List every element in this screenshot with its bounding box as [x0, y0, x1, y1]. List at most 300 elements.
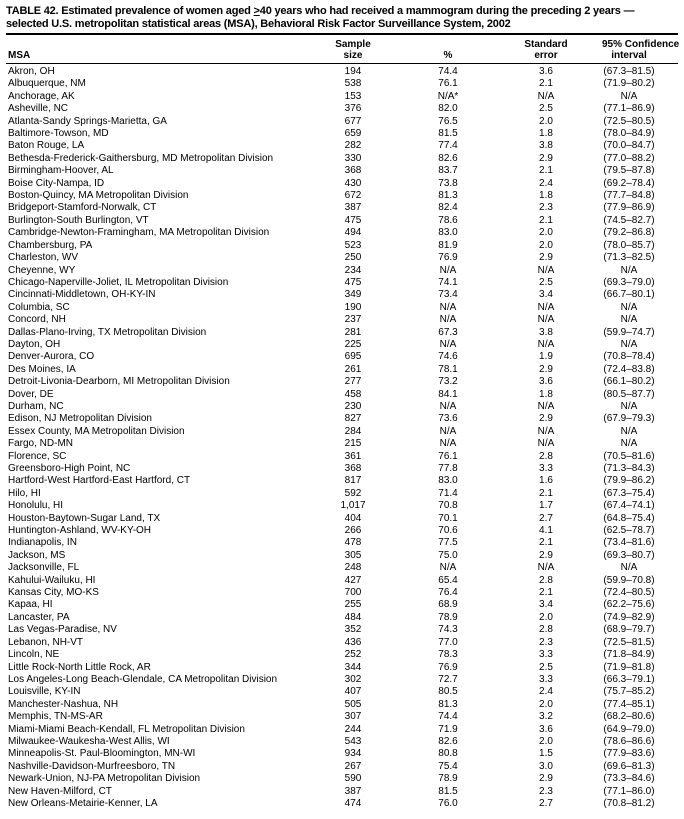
confidence-interval-cell: (67.4–74.1) [603, 500, 655, 512]
confidence-interval-cell: (70.5–81.6) [603, 450, 655, 462]
msa-cell: Dayton, OH [8, 338, 61, 350]
standard-error-cell: 2.0 [539, 611, 553, 623]
confidence-interval-cell: (67.3–75.4) [603, 487, 655, 499]
standard-error-cell: 2.0 [539, 735, 553, 747]
percent-cell: 72.7 [438, 673, 458, 685]
table-row [6, 637, 678, 649]
msa-cell: Lincoln, NE [8, 649, 60, 661]
sample-size-cell: 543 [344, 735, 362, 747]
msa-cell: Kansas City, MO-KS [8, 587, 99, 599]
sample-size-cell: 695 [344, 351, 362, 363]
standard-error-cell: 3.4 [539, 289, 553, 301]
table-row [6, 289, 678, 301]
sample-size-cell: 281 [344, 326, 362, 338]
table-row [6, 686, 678, 698]
percent-cell: 81.3 [438, 190, 458, 202]
table-row [6, 500, 678, 512]
standard-error-cell: 2.0 [539, 115, 553, 127]
confidence-interval-cell: (72.4–83.8) [603, 363, 655, 375]
confidence-interval-cell: (79.2–86.8) [603, 227, 655, 239]
sample-size-cell: 523 [344, 239, 362, 251]
sample-size-cell: 352 [344, 624, 362, 636]
msa-cell: Baton Rouge, LA [8, 140, 85, 152]
percent-cell: 77.0 [438, 636, 458, 648]
confidence-interval-cell: (75.7–85.2) [603, 686, 655, 698]
msa-cell: Minneapolis-St. Paul-Bloomington, MN-WI [8, 748, 196, 760]
standard-error-cell: 2.5 [539, 276, 553, 288]
sample-size-cell: 458 [344, 388, 362, 400]
table-row [6, 475, 678, 487]
sample-size-cell: 538 [344, 78, 362, 90]
standard-error-cell: 1.9 [539, 351, 553, 363]
msa-cell: Charleston, WV [8, 252, 79, 264]
table-row [6, 587, 678, 599]
table-row [6, 649, 678, 661]
table-row [6, 364, 678, 376]
table-row [6, 91, 678, 103]
sample-size-cell: 307 [344, 711, 362, 723]
msa-cell: Memphis, TN-MS-AR [8, 711, 103, 723]
table-row [6, 748, 678, 760]
percent-cell: 83.0 [438, 227, 458, 239]
table-row [6, 140, 678, 152]
msa-cell: Asheville, NC [8, 103, 69, 115]
sample-size-cell: 266 [344, 525, 362, 537]
msa-cell: Essex County, MA Metropolitan Division [8, 425, 185, 437]
msa-cell: Chambersburg, PA [8, 239, 93, 251]
table-row [6, 252, 678, 264]
standard-error-cell: N/A [537, 338, 555, 350]
sample-size-cell: 475 [344, 276, 362, 288]
standard-error-cell: 2.5 [539, 661, 553, 673]
sample-size-cell: 267 [344, 760, 362, 772]
sample-size-cell: 505 [344, 698, 362, 710]
table-row [6, 537, 678, 549]
table-row [6, 128, 678, 140]
standard-error-cell: N/A [537, 425, 555, 437]
table-row [6, 265, 678, 277]
percent-cell: 83.0 [438, 475, 458, 487]
table-row [6, 662, 678, 674]
standard-error-cell: 2.3 [539, 785, 553, 797]
confidence-interval-cell: (67.9–79.3) [603, 413, 655, 425]
standard-error-cell: 2.1 [539, 487, 553, 499]
percent-cell: 77.5 [438, 537, 458, 549]
msa-cell: Bridgeport-Stamford-Norwalk, CT [8, 202, 157, 214]
confidence-interval-cell: (64.9–79.0) [603, 723, 655, 735]
confidence-interval-cell: (64.8–75.4) [603, 512, 655, 524]
msa-cell: Huntington-Ashland, WV-KY-OH [8, 525, 152, 537]
percent-cell: 73.6 [438, 413, 458, 425]
msa-cell: Kahului-Wailuku, HI [8, 574, 96, 586]
sample-size-cell: 305 [344, 549, 362, 561]
header-row [6, 35, 678, 64]
standard-error-cell: 2.1 [539, 537, 553, 549]
msa-cell: Baltimore-Towson, MD [8, 128, 109, 140]
confidence-interval-cell: (73.4–81.6) [603, 537, 655, 549]
sample-size-cell: 592 [344, 487, 362, 499]
standard-error-cell: 3.0 [539, 760, 553, 772]
msa-cell: Albuquerque, NM [8, 78, 86, 90]
table-row [6, 165, 678, 177]
sample-size-cell: 277 [344, 376, 362, 388]
percent-cell: 81.9 [438, 239, 458, 251]
confidence-interval-cell: (66.3–79.1) [603, 673, 655, 685]
standard-error-cell: 3.3 [539, 673, 553, 685]
table-row [6, 550, 678, 562]
confidence-interval-cell: (77.9–83.6) [603, 748, 655, 760]
column-header-standard-error [490, 35, 602, 64]
confidence-interval-cell: N/A [620, 264, 638, 276]
confidence-interval-cell: N/A [620, 301, 638, 313]
sample-size-cell: 225 [344, 338, 362, 350]
sample-size-cell: 404 [344, 512, 362, 524]
sample-size-cell: 282 [344, 140, 362, 152]
table-row [6, 513, 678, 525]
column-header-msa: MSA [6, 35, 300, 64]
msa-cell: Des Moines, IA [8, 363, 76, 375]
standard-error-cell: 3.3 [539, 463, 553, 474]
table-row [6, 798, 678, 810]
percent-cell: 81.5 [438, 785, 458, 797]
sample-size-cell: 494 [344, 227, 362, 239]
msa-cell: Newark-Union, NJ-PA Metropolitan Division [8, 773, 201, 785]
column-header-ci-line1: 95% Confidence [602, 39, 680, 50]
sample-size-cell: 230 [344, 400, 362, 412]
confidence-interval-cell: (66.1–80.2) [603, 376, 655, 388]
percent-cell: 70.6 [438, 525, 458, 537]
msa-cell: Indianapolis, IN [8, 537, 77, 549]
msa-cell: Boston-Quincy, MA Metropolitan Division [8, 190, 189, 202]
percent-cell: N/A [439, 400, 457, 412]
table-body [6, 64, 678, 811]
msa-cell: Cincinnati-Middletown, OH-KY-IN [8, 289, 156, 301]
standard-error-cell: 2.9 [539, 152, 553, 164]
confidence-interval-cell: (71.8–84.9) [603, 649, 655, 661]
confidence-interval-cell: (69.6–81.3) [603, 760, 655, 772]
table-title [6, 5, 678, 35]
table-row [6, 711, 678, 723]
table-row [6, 525, 678, 537]
msa-cell: Chicago-Naperville-Joliet, IL Metropolitan Division [8, 276, 229, 288]
sample-size-cell: 436 [344, 636, 362, 648]
msa-cell: Manchester-Nashua, NH [8, 698, 119, 710]
sample-size-cell: 153 [344, 90, 362, 102]
standard-error-cell: 1.6 [539, 475, 553, 487]
standard-error-cell: 2.0 [539, 227, 553, 239]
standard-error-cell: 1.8 [539, 190, 553, 202]
confidence-interval-cell: N/A [620, 425, 638, 437]
msa-cell: Fargo, ND-MN [8, 438, 74, 450]
msa-cell: Concord, NH [8, 314, 66, 326]
percent-cell: 81.5 [438, 128, 458, 140]
confidence-interval-cell: (78.0–84.9) [603, 128, 655, 140]
confidence-interval-cell: N/A [620, 438, 638, 450]
column-header-se-line2: error [534, 50, 558, 61]
sample-size-cell: 250 [344, 252, 362, 264]
table-row [6, 786, 678, 798]
confidence-interval-cell: (72.4–80.5) [603, 587, 655, 599]
percent-cell: 78.1 [438, 363, 458, 375]
column-header-percent: % [406, 35, 490, 64]
confidence-interval-cell: (69.3–80.7) [603, 549, 655, 561]
percent-cell: 74.3 [438, 624, 458, 636]
table-row [6, 699, 678, 711]
table-row [6, 773, 678, 785]
table-row [6, 64, 678, 79]
msa-cell: Anchorage, AK [8, 90, 75, 102]
confidence-interval-cell: (77.4–85.1) [603, 698, 655, 710]
percent-cell: 76.9 [438, 252, 458, 264]
confidence-interval-cell: (68.2–80.6) [603, 711, 655, 723]
msa-cell: Hartford-West Hartford-East Hartford, CT [8, 475, 191, 487]
sample-size-cell: 387 [344, 202, 362, 214]
percent-cell: 76.9 [438, 661, 458, 673]
standard-error-cell: 2.3 [539, 636, 553, 648]
standard-error-cell: 2.8 [539, 574, 553, 586]
sample-size-cell: 475 [344, 214, 362, 226]
standard-error-cell: 1.7 [539, 500, 553, 512]
msa-cell: Florence, SC [8, 450, 67, 462]
table-row [6, 401, 678, 413]
confidence-interval-cell: (59.9–74.7) [603, 326, 655, 338]
standard-error-cell: 2.7 [539, 512, 553, 524]
msa-cell: Nashville-Davidson-Murfreesboro, TN [8, 760, 176, 772]
msa-cell: Edison, NJ Metropolitan Division [8, 413, 152, 425]
msa-cell: Kapaa, HI [8, 599, 53, 611]
percent-cell: 82.6 [438, 152, 458, 164]
msa-cell: Houston-Baytown-Sugar Land, TX [8, 512, 161, 524]
msa-cell: Durham, NC [8, 400, 64, 412]
table-header [6, 35, 678, 64]
percent-cell: 67.3 [438, 326, 458, 338]
column-header-se-line1: Standard [524, 39, 568, 50]
confidence-interval-cell: (70.0–84.7) [603, 140, 655, 152]
confidence-interval-cell: (62.2–75.6) [603, 599, 655, 611]
standard-error-cell: 2.8 [539, 450, 553, 462]
percent-cell: 82.4 [438, 202, 458, 214]
table-row [6, 599, 678, 611]
msa-cell: Jackson, MS [8, 549, 66, 561]
confidence-interval-cell: (79.9–86.2) [603, 475, 655, 487]
percent-cell: 78.6 [438, 214, 458, 226]
standard-error-cell: 2.0 [539, 239, 553, 251]
percent-cell: N/A [439, 338, 457, 350]
table-row [6, 78, 678, 90]
confidence-interval-cell: N/A [620, 400, 638, 412]
standard-error-cell: 2.9 [539, 363, 553, 375]
confidence-interval-cell: (71.3–84.3) [603, 463, 655, 474]
sample-size-cell: 244 [344, 723, 362, 735]
prevalence-table [6, 35, 678, 810]
percent-cell: 78.9 [438, 773, 458, 785]
sample-size-cell: 255 [344, 599, 362, 611]
msa-cell: Boise City-Nampa, ID [8, 177, 105, 189]
percent-cell: 76.5 [438, 115, 458, 127]
confidence-interval-cell: (70.8–81.2) [603, 797, 655, 809]
column-header-sample-line1: Sample [335, 39, 371, 50]
confidence-interval-cell: (78.6–86.6) [603, 735, 655, 747]
sample-size-cell: 376 [344, 103, 362, 115]
table-row [6, 463, 678, 475]
percent-cell: 75.4 [438, 760, 458, 772]
msa-cell: Burlington-South Burlington, VT [8, 214, 149, 226]
confidence-interval-cell: (74.9–82.9) [603, 611, 655, 623]
sample-size-cell: 284 [344, 425, 362, 437]
sample-size-cell: 474 [344, 797, 362, 809]
standard-error-cell: 2.1 [539, 165, 553, 177]
confidence-interval-cell: (62.5–78.7) [603, 525, 655, 537]
msa-cell: Cheyenne, WY [8, 264, 76, 276]
standard-error-cell: 3.4 [539, 599, 553, 611]
msa-cell: Dallas-Plano-Irving, TX Metropolitan Division [8, 326, 207, 338]
standard-error-cell: 1.8 [539, 128, 553, 140]
greater-equal-symbol: > [253, 5, 260, 17]
confidence-interval-cell: (77.0–88.2) [603, 152, 655, 164]
table-row [6, 351, 678, 363]
confidence-interval-cell: (68.9–79.7) [603, 624, 655, 636]
standard-error-cell: 4.1 [539, 525, 553, 537]
standard-error-cell: 2.7 [539, 797, 553, 809]
table-row [6, 488, 678, 500]
confidence-interval-cell: N/A [620, 90, 638, 102]
table-row [6, 612, 678, 624]
table-row [6, 761, 678, 773]
table-row [6, 438, 678, 450]
msa-cell: Bethesda-Frederick-Gaithersburg, MD Metropolitan Division [8, 152, 274, 164]
confidence-interval-cell: (66.7–80.1) [603, 289, 655, 301]
sample-size-cell: 215 [344, 438, 362, 450]
msa-cell: Detroit-Livonia-Dearborn, MI Metropolitan Division [8, 376, 230, 388]
percent-cell: 68.9 [438, 599, 458, 611]
msa-cell: Dover, DE [8, 388, 54, 400]
percent-cell: 76.1 [438, 450, 458, 462]
confidence-interval-cell: (71.3–82.5) [603, 252, 655, 264]
table-row [6, 314, 678, 326]
table-row [6, 736, 678, 748]
sample-size-cell: 248 [344, 562, 362, 574]
msa-cell: Little Rock-North Little Rock, AR [8, 661, 151, 673]
standard-error-cell: N/A [537, 301, 555, 313]
percent-cell: N/A [439, 562, 457, 574]
msa-cell: Cambridge-Newton-Framingham, MA Metropolitan Division [8, 227, 270, 239]
msa-cell: Jacksonville, FL [8, 562, 80, 574]
percent-cell: 73.4 [438, 289, 458, 301]
confidence-interval-cell: (72.5–81.5) [603, 636, 655, 648]
confidence-interval-cell: (69.2–78.4) [603, 177, 655, 189]
msa-cell: Denver-Aurora, CO [8, 351, 95, 363]
table-row [6, 389, 678, 401]
confidence-interval-cell: (80.5–87.7) [603, 388, 655, 400]
confidence-interval-cell: (72.5–80.5) [603, 115, 655, 127]
sample-size-cell: 659 [344, 128, 362, 140]
table-row [6, 674, 678, 686]
confidence-interval-cell: (79.5–87.8) [603, 165, 655, 177]
standard-error-cell: 2.5 [539, 103, 553, 115]
table-row [6, 413, 678, 425]
sample-size-cell: 700 [344, 587, 362, 599]
sample-size-cell: 407 [344, 686, 362, 698]
sample-size-cell: 1,017 [340, 500, 366, 512]
column-header-sample-line2: size [343, 50, 363, 61]
sample-size-cell: 672 [344, 190, 362, 202]
standard-error-cell: 2.4 [539, 177, 553, 189]
confidence-interval-cell: (71.9–80.2) [603, 78, 655, 90]
column-header-sample-size [300, 35, 406, 64]
table-row [6, 240, 678, 252]
sample-size-cell: 194 [344, 66, 362, 77]
msa-cell: Louisville, KY-IN [8, 686, 81, 698]
msa-cell: Greensboro-High Point, NC [8, 463, 131, 474]
sample-size-cell: 349 [344, 289, 362, 301]
table-row [6, 339, 678, 351]
sample-size-cell: 817 [344, 475, 362, 487]
table-row [6, 302, 678, 314]
table-title-line1 [6, 5, 678, 18]
standard-error-cell: 2.9 [539, 549, 553, 561]
sample-size-cell: 387 [344, 785, 362, 797]
standard-error-cell: 2.8 [539, 624, 553, 636]
sample-size-cell: 302 [344, 673, 362, 685]
percent-cell: 65.4 [438, 574, 458, 586]
standard-error-cell: 2.1 [539, 587, 553, 599]
sample-size-cell: 361 [344, 450, 362, 462]
msa-cell: Lancaster, PA [8, 611, 70, 623]
sample-size-cell: 590 [344, 773, 362, 785]
standard-error-cell: 3.8 [539, 326, 553, 338]
table-row [6, 277, 678, 289]
title-text-prefix: TABLE 42. Estimated prevalence of women aged [6, 5, 254, 17]
percent-cell: 78.9 [438, 611, 458, 623]
sample-size-cell: 368 [344, 165, 362, 177]
table-row [6, 624, 678, 636]
msa-cell: Honolulu, HI [8, 500, 64, 512]
table-title-line2: selected U.S. metropolitan statistical areas (MSA), Behavioral Risk Factor Surveillance System, 2002 [6, 18, 511, 30]
confidence-interval-cell: (77.1–86.0) [603, 785, 655, 797]
msa-cell: New Haven-Milford, CT [8, 785, 112, 797]
percent-cell: N/A [439, 438, 457, 450]
sample-size-cell: 427 [344, 574, 362, 586]
sample-size-cell: 478 [344, 537, 362, 549]
confidence-interval-cell: (78.0–85.7) [603, 239, 655, 251]
percent-cell: 70.1 [438, 512, 458, 524]
percent-cell: 75.0 [438, 549, 458, 561]
table-row [6, 202, 678, 214]
msa-cell: Columbia, SC [8, 301, 70, 313]
msa-cell: Atlanta-Sandy Springs-Marietta, GA [8, 115, 167, 127]
percent-cell: 73.2 [438, 376, 458, 388]
percent-cell: 71.4 [438, 487, 458, 499]
percent-cell: 76.1 [438, 78, 458, 90]
confidence-interval-cell: (74.5–82.7) [603, 214, 655, 226]
table-row [6, 116, 678, 128]
table-row [6, 178, 678, 190]
confidence-interval-cell: (69.3–79.0) [603, 276, 655, 288]
percent-cell: 71.9 [438, 723, 458, 735]
standard-error-cell: 2.3 [539, 202, 553, 214]
confidence-interval-cell: N/A [620, 562, 638, 574]
table-row [6, 376, 678, 388]
standard-error-cell: 1.8 [539, 388, 553, 400]
msa-cell: Milwaukee-Waukesha-West Allis, WI [8, 735, 170, 747]
percent-cell: 80.5 [438, 686, 458, 698]
confidence-interval-cell: (59.9–70.8) [603, 574, 655, 586]
percent-cell: 82.6 [438, 735, 458, 747]
percent-cell: 74.4 [438, 711, 458, 723]
standard-error-cell: 2.1 [539, 214, 553, 226]
percent-cell: 78.3 [438, 649, 458, 661]
table-row [6, 451, 678, 463]
